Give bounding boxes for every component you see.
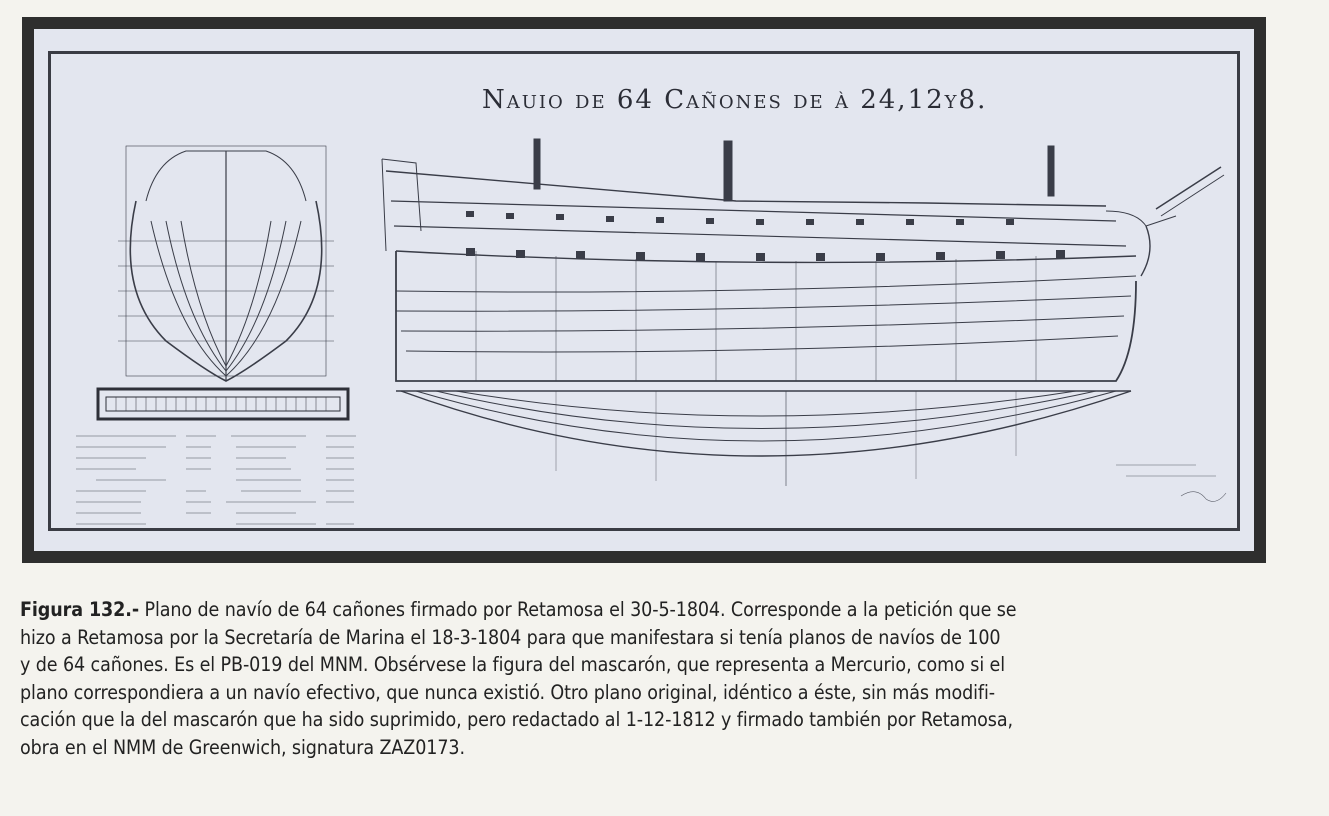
caption-text: Plano de navío de 64 cañones firmado por Retamosa el 30-5-1804. Corresponde a la petición que se [139,598,1017,621]
caption-line: hizo a Retamosa por la Secretaría de Marina el 18-3-1804 para que manifestara si tenía planos de navíos de 100 [20,625,1001,649]
scale-bar [98,389,348,419]
sheer-plan [382,139,1224,381]
caption-line: cación que la del mascarón que ha sido suprimido, pero redactado al 1-12-1812 y firmado también por Retamosa, [20,708,1013,731]
figure-label: Figura 132.- [20,598,140,621]
dimensions-table [76,436,356,524]
half-breadth-plan [396,391,1131,486]
caption-line: plano correspondiera a un navío efectivo, que nunca existió. Otro plano original, idéntico a éste, sin más modifi- [20,680,995,704]
figure-caption [20,596,1310,761]
caption-line [20,596,1310,624]
ship-plan-image [22,17,1266,563]
caption-line: obra en el NMM de Greenwich, signatura ZAZ0173. [20,735,465,759]
signature [1116,465,1226,501]
body-plan [118,146,334,381]
ship-drawing [56,51,1232,531]
caption-line: y de 64 cañones. Es el PB-019 del MNM. Obsérvese la figura del mascarón, que representa a Mercurio, como si el [20,653,1006,676]
plan-title: Nauio de 64 Cañones de à 24,12y8. [482,85,988,115]
